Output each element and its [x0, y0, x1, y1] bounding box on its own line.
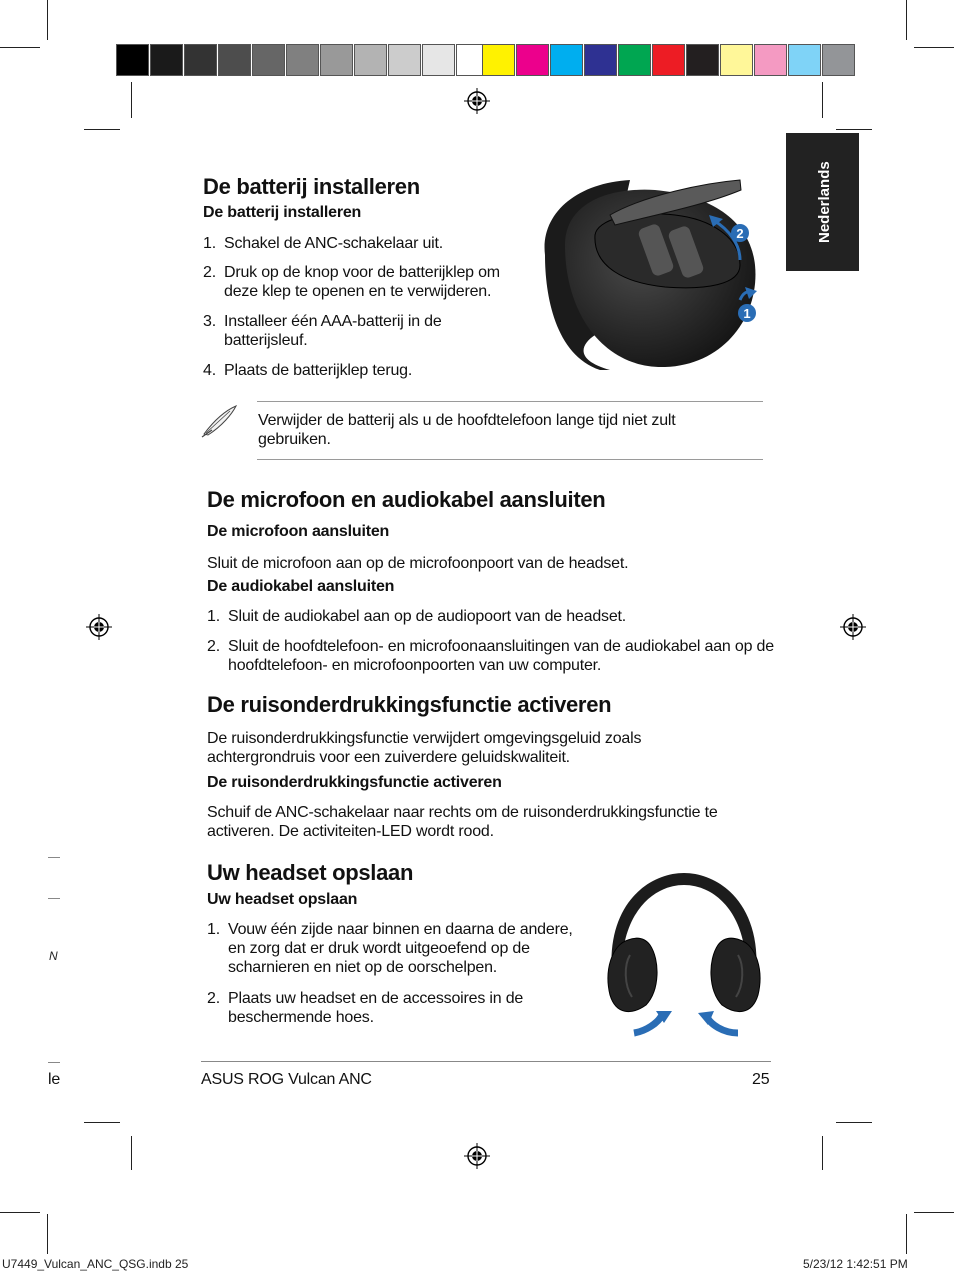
color-swatch	[652, 44, 685, 76]
crop-mark	[822, 82, 823, 118]
crop-mark	[906, 1214, 907, 1254]
store-subtitle: Uw headset opslaan	[207, 891, 358, 908]
note-rule-bottom	[257, 459, 763, 460]
color-swatch	[720, 44, 753, 76]
color-swatch	[150, 44, 183, 76]
crop-mark	[836, 129, 872, 130]
color-swatch	[252, 44, 285, 76]
color-swatch	[388, 44, 421, 76]
color-swatch	[184, 44, 217, 76]
note-pen-icon	[200, 402, 240, 438]
slug-file: U7449_Vulcan_ANC_QSG.indb 25	[2, 1257, 189, 1271]
margin-tick	[48, 857, 60, 858]
color-swatch	[286, 44, 319, 76]
footer-page-number: 25	[752, 1071, 770, 1088]
crop-mark	[47, 0, 48, 40]
anc-subtitle: De ruisonderdrukkingsfunctie activeren	[207, 774, 502, 791]
margin-tick	[48, 1062, 60, 1063]
crop-mark	[914, 1212, 954, 1213]
grayscale-bar	[116, 44, 490, 76]
crop-mark	[84, 1122, 120, 1123]
color-swatch	[354, 44, 387, 76]
margin-tick	[48, 898, 60, 899]
registration-mark-icon	[840, 614, 866, 640]
color-swatch	[618, 44, 651, 76]
svg-text:2: 2	[736, 226, 744, 241]
language-tab-label: Nederlands	[816, 161, 833, 243]
footer-product: ASUS ROG Vulcan ANC	[201, 1071, 372, 1088]
language-tab	[786, 133, 859, 271]
color-swatch	[482, 44, 515, 76]
crop-mark	[906, 0, 907, 40]
crop-mark	[0, 47, 40, 48]
crop-mark	[131, 82, 132, 118]
anc-body-2: Schuif de ANC-schakelaar naar rechts om de ruisonderdrukkingsfunctie te activeren. De activiteiten-LED wordt rood.	[207, 804, 718, 840]
battery-section-subtitle: De batterij installeren	[203, 204, 362, 221]
crop-mark	[0, 1212, 40, 1213]
color-swatch	[754, 44, 787, 76]
registration-mark-icon	[86, 614, 112, 640]
color-bar	[482, 44, 856, 76]
crop-mark	[822, 1136, 823, 1170]
color-swatch	[422, 44, 455, 76]
crop-mark	[84, 129, 120, 130]
cable-subtitle: De audiokabel aansluiten	[207, 578, 395, 595]
svg-text:1: 1	[743, 306, 751, 321]
margin-fragment: N	[49, 949, 58, 963]
mic-section-title: De microfoon en audiokabel aansluiten	[207, 487, 606, 512]
color-swatch	[550, 44, 583, 76]
color-swatch	[584, 44, 617, 76]
note-text: Verwijder de batterij als u de hoofdtelefoon lange tijd niet zult gebruiken.	[258, 412, 676, 448]
color-swatch	[320, 44, 353, 76]
mic-body: Sluit de microfoon aan op de microfoonpoort van de headset.	[207, 555, 629, 572]
note-rule-top	[257, 401, 763, 402]
color-swatch	[116, 44, 149, 76]
anc-section-title: De ruisonderdrukkingsfunctie activeren	[207, 692, 612, 717]
footer-rule	[201, 1061, 771, 1062]
crop-mark	[47, 1214, 48, 1254]
color-swatch	[788, 44, 821, 76]
earcup-battery-illustration	[535, 175, 765, 375]
color-swatch	[686, 44, 719, 76]
registration-mark-icon	[464, 88, 490, 114]
registration-mark-icon	[464, 1143, 490, 1169]
battery-section-title: De batterij installeren	[203, 174, 420, 199]
color-swatch	[822, 44, 855, 76]
folded-headset-illustration	[598, 865, 770, 1045]
slug-date: 5/23/12 1:42:51 PM	[803, 1257, 908, 1271]
anc-body: De ruisonderdrukkingsfunctie verwijdert omgevingsgeluid zoals achtergrondruis voor een zuiverdere geluidskwaliteit.	[207, 730, 642, 766]
color-swatch	[516, 44, 549, 76]
crop-mark	[131, 1136, 132, 1170]
mic-subtitle: De microfoon aansluiten	[207, 523, 390, 540]
crop-mark	[914, 47, 954, 48]
color-swatch	[218, 44, 251, 76]
store-section-title: Uw headset opslaan	[207, 860, 414, 885]
crop-mark	[836, 1122, 872, 1123]
left-page-fragment: le	[48, 1071, 61, 1088]
